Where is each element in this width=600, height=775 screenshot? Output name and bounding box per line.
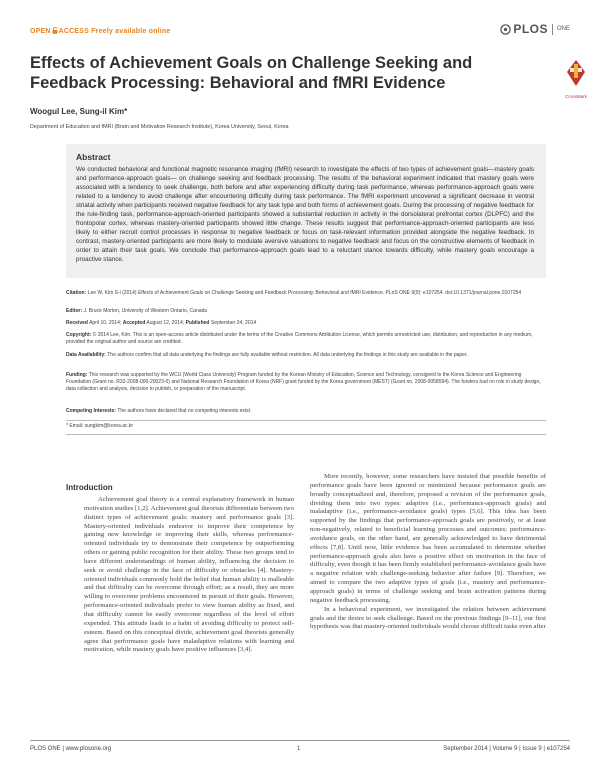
crossmark-label: CrossMark (565, 94, 587, 99)
article-title: Effects of Achievement Goals on Challenge Seeking and Feedback Processing: Behavioral and fMRI Evidence (30, 54, 473, 92)
logo-divider (552, 24, 553, 35)
section-heading-introduction: Introduction (66, 483, 113, 492)
plos-one-logo (500, 22, 570, 36)
divider (66, 420, 546, 421)
dates: Received April 10, 2014; Accepted August 12, 2014; Published September 24, 2014 (66, 320, 257, 326)
funding: Funding: This research was supported by the WCU (World Class University) Program funded by the Korean Ministry of Education, Science and Technology, consigned to the Korea Science and Engineering Foundation (Grant no. R32-2008-000-20023-0) and National Research Foundation of Korea (NRF) grant funded by the Korea government (MEST) (Grant no. 2008-0058594). The funders had no role in study design, data collection and analysis, decision to publish, or preparation of the manuscript. (66, 372, 541, 392)
crossmark-badge[interactable] (557, 58, 595, 99)
abstract-text: We conducted behavioral and functional magnetic resonance imaging (fMRI) research to investigate the effects of two types of achievement goals—mastery goals and performance-approach goals— on challenge seeking and feedback processing. The results of the behavioral experiment indicated that mastery goals were associated with a tendency to seek challenge, both before and after experiencing difficulty during task performance, whereas performance-approach goals were related to a tendency to avoid challenge after encountering difficulty during task performance. The fMRI experiment uncovered a significant decrease in ventral striatal activity when participants received negative feedback for any task type and both forms of achievement goals. During the processing of negative feedback for the rule-finding task, performance-approach-oriented participants showed a substantial reduction in activity in the dorsolateral prefrontal cortex (DLPFC) and the frontopolar cortex, whereas mastery-oriented participants showed little change. These results suggest that performance-approach-oriented participants are less likely to either recruit control processes in response to negative feedback or focus on task-relevant information provided alongside the negative feedback. In contrast, mastery-oriented participants are more likely to modulate aversive valuations to negative feedback and focus on the constructive elements of feedback in order to attain their task goals. We conclude that performance-approach goals lead to a reluctant stance towards difficulty, while mastery goals encourage a proactive stance. (76, 166, 534, 263)
crossmark-icon (557, 58, 595, 88)
footer-issue: September 2014 | Volume 9 | Issue 9 | e107254 (443, 746, 570, 752)
footer-divider (30, 740, 570, 741)
competing-interests: Competing Interests: The authors have declared that no competing interests exist. (66, 408, 252, 414)
affiliation: Department of Education and fMRI (Brain and Motivation Research Institute), Korea University, Seoul, Korea (30, 124, 289, 130)
open-access-badge: OPEN ACCESS Freely available online (30, 28, 171, 35)
abstract-heading: Abstract (76, 152, 111, 162)
body-paragraph: More recently, however, some researchers have insisted that possible benefits of performance goals have been ignored or minimized because performance goals are broadly conceptualized and, therefore, proposed a revision of the performance goals, dividing them into two types: adaptive (i.e., performance-approach goals) and maladaptive (i.e., performance-avoidance goals) types [5,6]. This idea has been supported by the findings that performance-approach goals are positively, or at least non-negatively, related to beneficial learning processes and outcomes; performance-avoidance goals, on the other hand, are generally acknowledged to have detrimental effects [7,8]. Until now, little evidence has been accumulated to determine whether performance-approach goals also have a positive effect on motivation in the face of difficulty, even though it has been firmly established performance-avoidance goals have a negative relation with challenge-seeking behavior after failure [9]. Therefore, we aimed to compare the two adaptive types of goals (i.e., mastery and performance-approach goals) in terms of challenge seeking and brain activation patterns during negative feedback processing. (310, 473, 546, 604)
body-column-right (310, 473, 546, 632)
editor: Editor: J. Bruce Morton, University of Western Ontario, Canada (66, 308, 208, 314)
copyright: Copyright: © 2014 Lee, Kim. This is an open-access article distributed under the terms of the Creative Commons Attribution License, which permits unrestricted use, distribution, and reproduction in any medium, provided the original author and source are credited. (66, 332, 533, 345)
footer-journal: PLOS ONE | www.plosone.org (30, 746, 112, 752)
body-paragraph: In a behavioral experiment, we investigated the relation between achievement goals and the desire to seek challenge. Based on the previous findings [9–11], our first hypothesis was that mastery-oriented individuals would choose difficult tasks even after (310, 605, 546, 631)
data-availability: Data Availability: The authors confirm that all data underlying the findings are fully available without restriction. All data underlying the findings in this study are available in the paper. (66, 352, 468, 358)
plos-circle-icon (500, 24, 511, 35)
citation: Citation: Lee W, Kim S-i (2014) Effects of Achievement Goals on Challenge Seeking and Feedback Processing: Behavioral and fMRI Evidence. PLoS ONE 9(9): e107254. doi:10.1371/journal.pone.0107254 (66, 290, 522, 296)
page-number: 1 (297, 746, 301, 752)
body-paragraph: Achievement goal theory is a central explanatory framework in human motivation studies [1,2]. Achievement goal theorists differentiate between two distinct types of achievement goals: mastery and performance goals [3]. Mastery-oriented individuals endeavor to improve their competence by gaining new knowledge or improving their skills, whereas performance-oriented individuals try to demonstrate their competence by outperforming others or gaining public recognition for their ability. These two groups tend to have different understandings of human ability, influencing the decision to seek or avoid challenge in the face of difficulty or obstacles [4]. Mastery-oriented individuals commonly hold the belief that human ability is malleable and that difficulty can be overcome through effort; as a result, they are more willing to overcome problems encountered in pursuit of their goals. However, performance-oriented individuals prefer to view human ability as fixed, and that difficulty cannot be easily overcome regardless of the level of effort expended. This attitude leads to a habit of avoiding difficulty to protect self-esteem. Based on this conceptual divide, achievement goal theorists generally agree that performance goals have maladaptive relations with learning and motivation, while mastery goals have positive influences [3,4]. (84, 496, 294, 654)
journal-name: PLOS (513, 22, 548, 36)
email[interactable]: * Email: sungkim@korea.ac.kr (66, 423, 134, 429)
divider (66, 434, 546, 435)
journal-sub: ONE (556, 26, 570, 32)
open-lock-icon (52, 27, 58, 34)
authors: Woogul Lee, Sung-il Kim* (30, 107, 128, 116)
